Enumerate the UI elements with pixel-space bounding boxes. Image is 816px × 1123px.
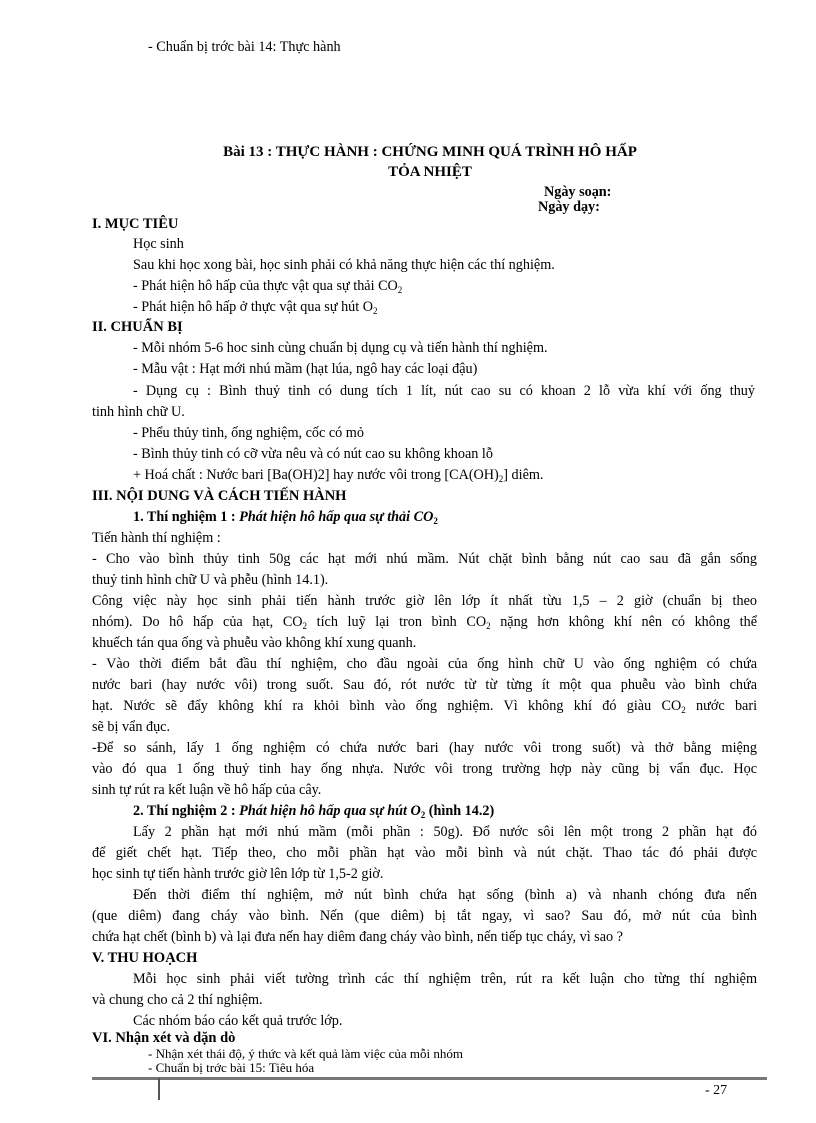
paragraph-line: - Phát hiện hô hấp ở thực vật qua sự hút $O_2$ bbox=[133, 299, 378, 316]
experiment-1-heading: 1. Thí nghiệm 1 : Phát hiện hô hấp qua sự thải $CO_2$ bbox=[133, 509, 438, 526]
paragraph-line: - Bình thủy tinh có cỡ vừa nêu và có nút cao su không khoan lỗ bbox=[133, 446, 493, 462]
experiment-2-heading: 2. Thí nghiệm 2 : Phát hiện hô hấp qua sự hút $O_2$ (hình 14.2) bbox=[133, 803, 495, 820]
paragraph-line: Học sinh bbox=[133, 236, 184, 252]
paragraph-line: - Mẫu vật : Hạt mới nhú mầm (hạt lúa, ngô hay các loại đậu) bbox=[133, 361, 478, 377]
paragraph-line: Công việc này học sinh phải tiến hành trước giờ lên lớp ít nhất từu 1,5 – 2 giờ (chuẩn bị theo bbox=[92, 593, 757, 609]
paragraph-line: để giết chết hạt. Tiếp theo, cho mỗi phần hạt vào mỗi bình và nút chặt. Thao tác đó phải được bbox=[92, 845, 757, 861]
top-note: - Chuẩn bị trớc bài 14: Thực hành bbox=[148, 39, 341, 55]
paragraph-line: -Để so sánh, lấy 1 ống nghiệm có chứa nước bari (hay nước vôi trong suốt) và thở bằng miệng bbox=[92, 740, 757, 756]
paragraph-line: Đến thời điểm thí nghiệm, mở nút bình chứa hạt sống (bình a) và nhanh chóng đưa nến bbox=[133, 887, 757, 903]
paragraph-line: chứa hạt chết (bình b) và lại đưa nến hay diêm đang cháy vào bình, nến tiếp tục cháy, vì sao ? bbox=[92, 929, 623, 945]
lesson-title: Bài 13 : THỰC HÀNH : CHỨNG MINH QUÁ TRÌNH HÔ HẤP bbox=[223, 144, 637, 160]
paragraph-line: và chung cho cả 2 thí nghiệm. bbox=[92, 992, 263, 1008]
paragraph-line: hạt. Nước sẽ đẩy không khí ra khỏi bình vào ống nghiệm. Vì không khí đó giàu $CO_2$ nước bari bbox=[92, 698, 758, 715]
section-content-heading: III. NỘI DUNG VÀ CÁCH TIẾN HÀNH bbox=[92, 488, 347, 504]
footer-tick bbox=[158, 1078, 160, 1100]
paragraph-line: tinh hình chữ U. bbox=[92, 404, 185, 420]
paragraph-line: - Cho vào bình thủy tinh 50g các hạt mới nhú mầm. Nút chặt bình bằng nút cao sau đã gắn sống bbox=[92, 551, 757, 567]
paragraph-line: vào đó qua 1 ống thuỷ tinh hay ống nhựa. Nước vôi trong trường hợp này cũng bị vẩn đục. Học bbox=[92, 761, 757, 777]
section-results-heading: V. THU HOẠCH bbox=[92, 950, 198, 966]
paragraph-line: (que diêm) đang cháy vào bình. Nến (que diêm) bị tắt ngay, vì sao? Sau đó, mở nút của bình bbox=[92, 908, 757, 924]
paragraph-line: nhóm). Do hô hấp của hạt, $CO_2$ tích luỹ lại tron bình $CO_2$ nặng hơn không khí nên có không thể bbox=[92, 614, 757, 631]
paragraph-line: - Phát hiện hô hấp của thực vật qua sự thải $CO_2$ bbox=[133, 278, 403, 295]
date-taught: Ngày dạy: bbox=[538, 199, 600, 215]
paragraph-line: - Phểu thủy tinh, ống nghiệm, cốc có mỏ bbox=[133, 425, 364, 441]
paragraph-line: khuếch tán qua ống và phuễu vào không khí xung quanh. bbox=[92, 635, 417, 651]
section-preparation-heading: II. CHUẨN BỊ bbox=[92, 319, 183, 335]
paragraph-line: - Nhận xét thái độ, ý thức và kết quả làm việc của mỗi nhóm bbox=[148, 1046, 463, 1061]
paragraph-line: học sinh tự tiến hành trước giờ lên lớp từ 1,5-2 giờ. bbox=[92, 866, 384, 882]
paragraph-line: - Dụng cụ : Bình thuỷ tinh có dung tích 1 lít, nút cao su có khoan 2 lỗ vừa khí với ống thuỷ bbox=[133, 383, 755, 399]
paragraph-line: nước bari (hay nước vôi) trong suốt. Sau đó, rót nước từ từ từng ít một qua phuễu vào bình chứa bbox=[92, 677, 757, 693]
paragraph-line: sinh tự rút ra kết luận về hô hấp của cây. bbox=[92, 782, 322, 798]
paragraph-line: + Hoá chất : Nước bari [Ba(OH)2] hay nước vôi trong $[CA(OH)_2]$ diêm. bbox=[133, 467, 544, 484]
paragraph-line: Mỗi học sinh phải viết tường trình các thí nghiệm trên, rút ra kết luận cho từng thí nghiệm bbox=[133, 971, 757, 987]
paragraph-line: Các nhóm báo cáo kết quả trước lớp. bbox=[133, 1013, 343, 1029]
paragraph-line: Lấy 2 phần hạt mới nhú mầm (mỗi phần : 50g). Đổ nước sôi lên một trong 2 phần hạt đó bbox=[133, 824, 757, 840]
paragraph-line: Tiến hành thí nghiệm : bbox=[92, 530, 221, 546]
paragraph-line: thuỷ tinh hình chữ U và phễu (hình 14.1). bbox=[92, 572, 329, 588]
paragraph-line: sẽ bị vẩn đục. bbox=[92, 719, 171, 735]
page-number: - 27 bbox=[705, 1083, 728, 1098]
paragraph-line: - Chuẩn bị trớc bài 15: Tiêu hóa bbox=[148, 1060, 315, 1075]
lesson-subtitle: TỎA NHIỆT bbox=[388, 164, 472, 180]
date-composed: Ngày soạn: bbox=[544, 184, 612, 200]
section-review-heading: VI. Nhận xét và dặn dò bbox=[92, 1030, 236, 1046]
paragraph-line: - Mỗi nhóm 5-6 hoc sinh cùng chuẩn bị dụng cụ và tiến hành thí nghiệm. bbox=[133, 340, 548, 356]
section-objectives-heading: I. MỤC TIÊU bbox=[92, 216, 179, 232]
paragraph-line: - Vào thời điểm bắt đầu thí nghiệm, cho đầu ngoài của ống hình chữ U vào ống nghiệm có chứa bbox=[92, 656, 757, 672]
paragraph-line: Sau khi học xong bài, học sinh phải có khả năng thực hiện các thí nghiệm. bbox=[133, 257, 555, 273]
footer-rule bbox=[92, 1077, 767, 1080]
